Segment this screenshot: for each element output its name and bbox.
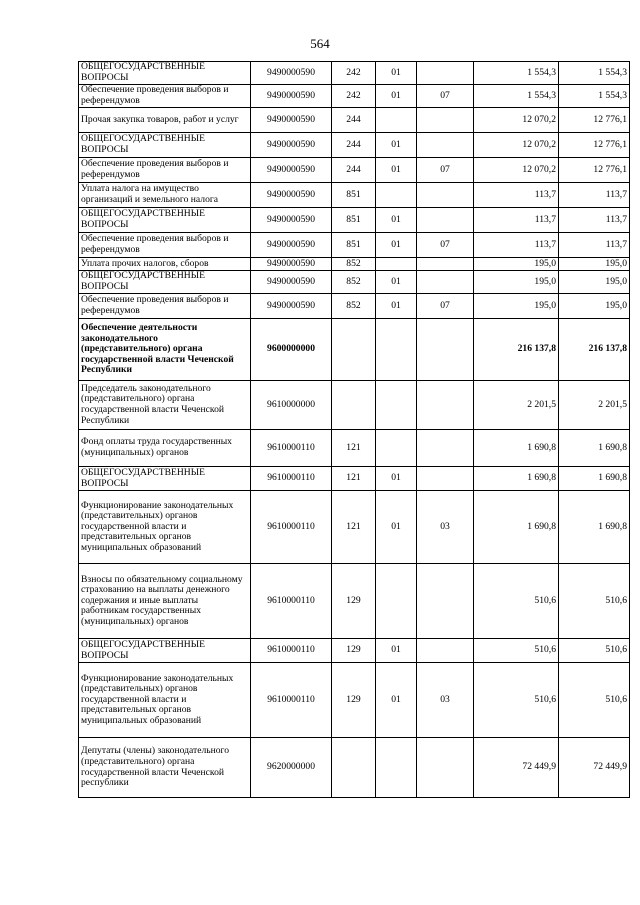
subsection-cell bbox=[417, 62, 474, 85]
expense-type-cell bbox=[332, 738, 376, 798]
subsection-cell: 07 bbox=[417, 85, 474, 108]
subsection-cell bbox=[417, 564, 474, 639]
section-cell: 01 bbox=[376, 85, 417, 108]
table-row bbox=[79, 208, 630, 233]
expense-type-cell bbox=[332, 381, 376, 430]
amount-year-1-cell: 1 690,8 bbox=[474, 430, 559, 467]
table-row bbox=[79, 133, 630, 158]
amount-year-2-cell: 1 690,8 bbox=[559, 491, 630, 564]
amount-year-1-cell: 216 137,8 bbox=[474, 319, 559, 381]
amount-year-2-cell: 113,7 bbox=[559, 183, 630, 208]
amount-year-2-cell: 2 201,5 bbox=[559, 381, 630, 430]
subsection-cell bbox=[417, 639, 474, 663]
target-article-code-cell: 9490000590 bbox=[251, 208, 332, 233]
target-article-code-cell: 9490000590 bbox=[251, 108, 332, 133]
amount-year-1-cell: 12 070,2 bbox=[474, 133, 559, 158]
amount-year-1-cell: 195,0 bbox=[474, 258, 559, 271]
amount-year-1-cell: 1 554,3 bbox=[474, 62, 559, 85]
expense-name-cell: Депутаты (члены) законодательного (представительного) органа государственной власти Чеченской республики bbox=[79, 738, 251, 798]
subsection-cell bbox=[417, 271, 474, 294]
expense-type-cell: 121 bbox=[332, 430, 376, 467]
table-row bbox=[79, 294, 630, 319]
section-cell bbox=[376, 319, 417, 381]
expense-type-cell: 242 bbox=[332, 85, 376, 108]
amount-year-1-cell: 1 690,8 bbox=[474, 467, 559, 491]
subsection-cell bbox=[417, 208, 474, 233]
target-article-code-cell: 9610000110 bbox=[251, 639, 332, 663]
amount-year-2-cell: 1 554,3 bbox=[559, 85, 630, 108]
expense-name-cell: Прочая закупка товаров, работ и услуг bbox=[79, 108, 251, 133]
expense-name-cell: Обеспечение проведения выборов и референдумов bbox=[79, 233, 251, 258]
subsection-cell bbox=[417, 133, 474, 158]
amount-year-1-cell: 12 070,2 bbox=[474, 158, 559, 183]
expense-name-cell: Уплата налога на имущество организаций и земельного налога bbox=[79, 183, 251, 208]
section-cell: 01 bbox=[376, 271, 417, 294]
expense-name-cell: ОБЩЕГОСУДАРСТВЕННЫЕ ВОПРОСЫ bbox=[79, 467, 251, 491]
section-cell bbox=[376, 381, 417, 430]
section-cell bbox=[376, 108, 417, 133]
expense-name-cell: Обеспечение проведения выборов и референдумов bbox=[79, 158, 251, 183]
expense-type-cell: 852 bbox=[332, 258, 376, 271]
target-article-code-cell: 9610000110 bbox=[251, 663, 332, 738]
section-cell: 01 bbox=[376, 233, 417, 258]
target-article-code-cell: 9610000110 bbox=[251, 467, 332, 491]
subsection-cell: 07 bbox=[417, 158, 474, 183]
subsection-cell bbox=[417, 183, 474, 208]
table-row bbox=[79, 233, 630, 258]
section-cell: 01 bbox=[376, 62, 417, 85]
table-row bbox=[79, 564, 630, 639]
expense-type-cell: 244 bbox=[332, 108, 376, 133]
amount-year-2-cell: 216 137,8 bbox=[559, 319, 630, 381]
subsection-cell bbox=[417, 108, 474, 133]
budget-table bbox=[78, 61, 630, 798]
amount-year-1-cell: 195,0 bbox=[474, 294, 559, 319]
expense-name-cell: Председатель законодательного (представительного) органа государственной власти Чеченской Республики bbox=[79, 381, 251, 430]
amount-year-1-cell: 195,0 bbox=[474, 271, 559, 294]
target-article-code-cell: 9490000590 bbox=[251, 294, 332, 319]
amount-year-1-cell: 510,6 bbox=[474, 663, 559, 738]
table-row bbox=[79, 738, 630, 798]
expense-type-cell: 121 bbox=[332, 467, 376, 491]
expense-name-cell: ОБЩЕГОСУДАРСТВЕННЫЕ ВОПРОСЫ bbox=[79, 271, 251, 294]
expense-name-cell: ОБЩЕГОСУДАРСТВЕННЫЕ ВОПРОСЫ bbox=[79, 62, 251, 85]
amount-year-2-cell: 12 776,1 bbox=[559, 158, 630, 183]
target-article-code-cell: 9610000000 bbox=[251, 381, 332, 430]
target-article-code-cell: 9490000590 bbox=[251, 158, 332, 183]
table-row bbox=[79, 639, 630, 663]
amount-year-2-cell: 1 690,8 bbox=[559, 467, 630, 491]
expense-name-cell: Функционирование законодательных (представительных) органов государственной власти и представительных органов муниципальных образований bbox=[79, 663, 251, 738]
budget-table-body bbox=[79, 62, 630, 798]
expense-name-cell: ОБЩЕГОСУДАРСТВЕННЫЕ ВОПРОСЫ bbox=[79, 133, 251, 158]
section-cell bbox=[376, 738, 417, 798]
section-cell: 01 bbox=[376, 158, 417, 183]
expense-name-cell: Функционирование законодательных (представительных) органов государственной власти и представительных органов муниципальных образований bbox=[79, 491, 251, 564]
table-row bbox=[79, 430, 630, 467]
amount-year-1-cell: 1 554,3 bbox=[474, 85, 559, 108]
amount-year-2-cell: 12 776,1 bbox=[559, 133, 630, 158]
expense-type-cell bbox=[332, 319, 376, 381]
amount-year-1-cell: 510,6 bbox=[474, 639, 559, 663]
amount-year-2-cell: 510,6 bbox=[559, 663, 630, 738]
table-row bbox=[79, 62, 630, 85]
expense-type-cell: 851 bbox=[332, 208, 376, 233]
section-cell: 01 bbox=[376, 663, 417, 738]
section-cell bbox=[376, 258, 417, 271]
section-cell: 01 bbox=[376, 294, 417, 319]
expense-type-cell: 242 bbox=[332, 62, 376, 85]
section-cell bbox=[376, 183, 417, 208]
amount-year-2-cell: 113,7 bbox=[559, 208, 630, 233]
expense-type-cell: 851 bbox=[332, 233, 376, 258]
amount-year-1-cell: 510,6 bbox=[474, 564, 559, 639]
target-article-code-cell: 9490000590 bbox=[251, 233, 332, 258]
amount-year-2-cell: 12 776,1 bbox=[559, 108, 630, 133]
section-cell bbox=[376, 564, 417, 639]
subsection-cell bbox=[417, 258, 474, 271]
expense-type-cell: 852 bbox=[332, 271, 376, 294]
section-cell: 01 bbox=[376, 133, 417, 158]
amount-year-2-cell: 72 449,9 bbox=[559, 738, 630, 798]
target-article-code-cell: 9610000110 bbox=[251, 491, 332, 564]
target-article-code-cell: 9610000110 bbox=[251, 564, 332, 639]
amount-year-2-cell: 1 690,8 bbox=[559, 430, 630, 467]
amount-year-2-cell: 510,6 bbox=[559, 564, 630, 639]
expense-name-cell: Уплата прочих налогов, сборов bbox=[79, 258, 251, 271]
table-row bbox=[79, 158, 630, 183]
target-article-code-cell: 9490000590 bbox=[251, 133, 332, 158]
expense-name-cell: Взносы по обязательному социальному страхованию на выплаты денежного содержания и иные выплаты работникам государственных (муниципальных) органов bbox=[79, 564, 251, 639]
expense-name-cell: Обеспечение деятельности законодательного (представительного) органа государственной власти Чеченской Республики bbox=[79, 319, 251, 381]
target-article-code-cell: 9620000000 bbox=[251, 738, 332, 798]
section-cell: 01 bbox=[376, 639, 417, 663]
amount-year-1-cell: 1 690,8 bbox=[474, 491, 559, 564]
subsection-cell bbox=[417, 430, 474, 467]
expense-name-cell: Обеспечение проведения выборов и референдумов bbox=[79, 85, 251, 108]
target-article-code-cell: 9600000000 bbox=[251, 319, 332, 381]
amount-year-2-cell: 195,0 bbox=[559, 294, 630, 319]
target-article-code-cell: 9610000110 bbox=[251, 430, 332, 467]
amount-year-1-cell: 113,7 bbox=[474, 183, 559, 208]
expense-type-cell: 121 bbox=[332, 491, 376, 564]
table-row bbox=[79, 381, 630, 430]
expense-type-cell: 244 bbox=[332, 133, 376, 158]
table-row bbox=[79, 663, 630, 738]
target-article-code-cell: 9490000590 bbox=[251, 62, 332, 85]
section-cell: 01 bbox=[376, 467, 417, 491]
expense-type-cell: 129 bbox=[332, 564, 376, 639]
expense-type-cell: 244 bbox=[332, 158, 376, 183]
section-cell: 01 bbox=[376, 491, 417, 564]
table-row bbox=[79, 108, 630, 133]
subsection-cell: 03 bbox=[417, 663, 474, 738]
section-cell: 01 bbox=[376, 208, 417, 233]
expense-name-cell: Фонд оплаты труда государственных (муниципальных) органов bbox=[79, 430, 251, 467]
amount-year-1-cell: 72 449,9 bbox=[474, 738, 559, 798]
amount-year-2-cell: 195,0 bbox=[559, 258, 630, 271]
amount-year-2-cell: 510,6 bbox=[559, 639, 630, 663]
target-article-code-cell: 9490000590 bbox=[251, 271, 332, 294]
amount-year-1-cell: 113,7 bbox=[474, 233, 559, 258]
expense-name-cell: ОБЩЕГОСУДАРСТВЕННЫЕ ВОПРОСЫ bbox=[79, 208, 251, 233]
page-number: 564 bbox=[310, 36, 330, 51]
expense-type-cell: 852 bbox=[332, 294, 376, 319]
subsection-cell bbox=[417, 467, 474, 491]
subsection-cell bbox=[417, 381, 474, 430]
table-row bbox=[79, 491, 630, 564]
expense-type-cell: 129 bbox=[332, 639, 376, 663]
table-row bbox=[79, 258, 630, 271]
amount-year-2-cell: 1 554,3 bbox=[559, 62, 630, 85]
subsection-cell bbox=[417, 738, 474, 798]
target-article-code-cell: 9490000590 bbox=[251, 85, 332, 108]
amount-year-2-cell: 113,7 bbox=[559, 233, 630, 258]
subsection-cell: 07 bbox=[417, 294, 474, 319]
subsection-cell: 03 bbox=[417, 491, 474, 564]
amount-year-1-cell: 2 201,5 bbox=[474, 381, 559, 430]
expense-type-cell: 129 bbox=[332, 663, 376, 738]
table-row bbox=[79, 85, 630, 108]
expense-name-cell: ОБЩЕГОСУДАРСТВЕННЫЕ ВОПРОСЫ bbox=[79, 639, 251, 663]
expense-name-cell: Обеспечение проведения выборов и референдумов bbox=[79, 294, 251, 319]
table-row bbox=[79, 319, 630, 381]
subsection-cell bbox=[417, 319, 474, 381]
target-article-code-cell: 9490000590 bbox=[251, 183, 332, 208]
target-article-code-cell: 9490000590 bbox=[251, 258, 332, 271]
amount-year-1-cell: 12 070,2 bbox=[474, 108, 559, 133]
expense-type-cell: 851 bbox=[332, 183, 376, 208]
table-row bbox=[79, 467, 630, 491]
table-row bbox=[79, 183, 630, 208]
amount-year-1-cell: 113,7 bbox=[474, 208, 559, 233]
subsection-cell: 07 bbox=[417, 233, 474, 258]
section-cell bbox=[376, 430, 417, 467]
amount-year-2-cell: 195,0 bbox=[559, 271, 630, 294]
table-row bbox=[79, 271, 630, 294]
